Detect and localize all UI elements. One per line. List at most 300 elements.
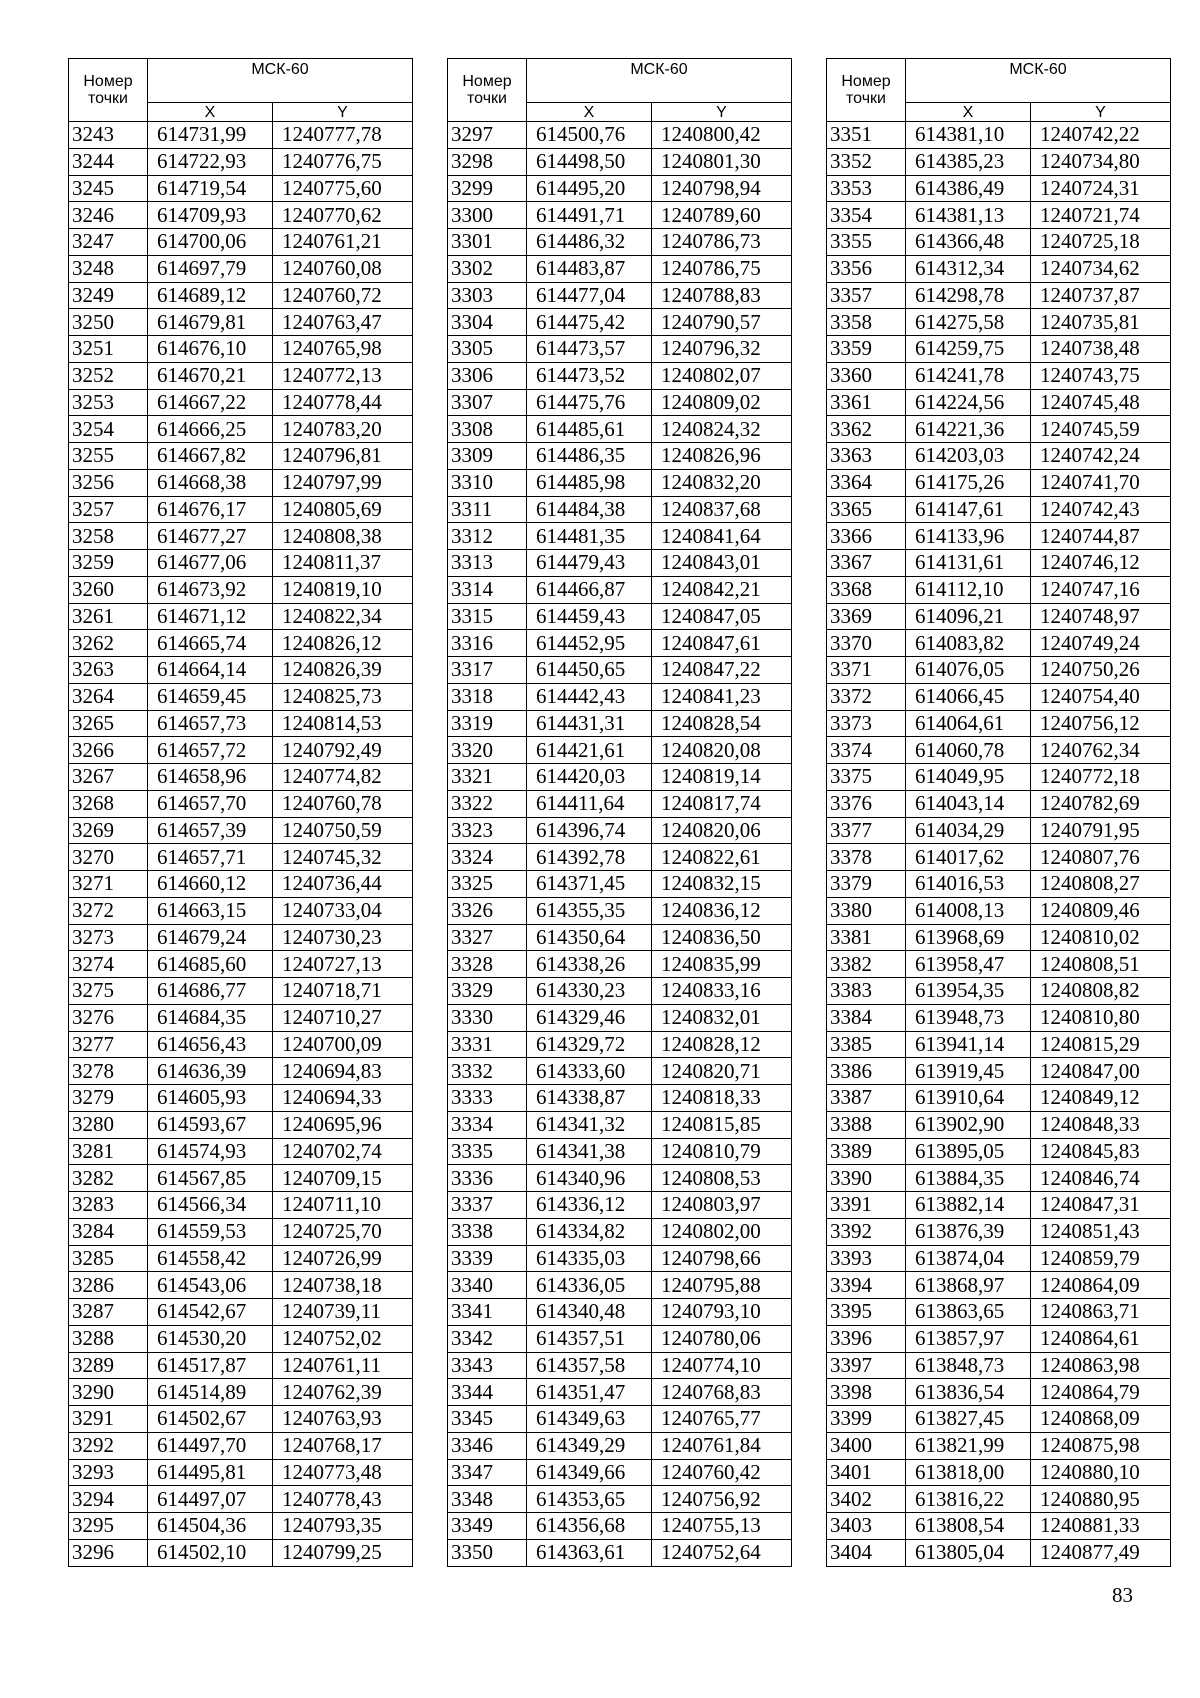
point-number-cell: 3355 — [827, 229, 906, 256]
table-row — [827, 1459, 1171, 1486]
point-number-header-line1: Номер — [83, 73, 133, 90]
table-row — [448, 683, 792, 710]
y-coordinate-cell: 1240832,15 — [652, 871, 792, 898]
y-coordinate-cell: 1240791,95 — [1031, 817, 1171, 844]
point-number-cell: 3382 — [827, 951, 906, 978]
point-number-cell: 3378 — [827, 844, 906, 871]
y-coordinate-cell: 1240710,27 — [273, 1004, 413, 1031]
point-number-cell: 3396 — [827, 1325, 906, 1352]
y-coordinate-cell: 1240798,66 — [652, 1245, 792, 1272]
point-number-cell: 3283 — [69, 1192, 148, 1219]
point-number-cell: 3380 — [827, 897, 906, 924]
y-coordinate-cell: 1240863,71 — [1031, 1299, 1171, 1326]
y-coordinate-cell: 1240738,18 — [273, 1272, 413, 1299]
x-coordinate-cell: 614660,12 — [148, 871, 273, 898]
point-number-cell: 3278 — [69, 1058, 148, 1085]
y-coordinate-cell: 1240835,99 — [652, 951, 792, 978]
table-row — [827, 1406, 1171, 1433]
table-row — [827, 202, 1171, 229]
x-coordinate-cell: 614333,60 — [527, 1058, 652, 1085]
y-coordinate-cell: 1240694,33 — [273, 1085, 413, 1112]
y-coordinate-cell: 1240810,79 — [652, 1138, 792, 1165]
x-coordinate-cell: 614663,15 — [148, 897, 273, 924]
point-number-cell: 3282 — [69, 1165, 148, 1192]
point-number-cell: 3320 — [448, 737, 527, 764]
point-number-cell: 3357 — [827, 282, 906, 309]
y-coordinate-cell: 1240836,12 — [652, 897, 792, 924]
table-row — [827, 1432, 1171, 1459]
table-row — [827, 175, 1171, 202]
x-coordinate-cell: 614484,38 — [527, 496, 652, 523]
y-coordinate-cell: 1240702,74 — [273, 1138, 413, 1165]
table-row — [448, 1111, 792, 1138]
point-number-cell: 3402 — [827, 1486, 906, 1513]
x-coordinate-cell: 614411,64 — [527, 790, 652, 817]
x-coordinate-cell: 614685,60 — [148, 951, 273, 978]
x-coordinate-cell: 614574,93 — [148, 1138, 273, 1165]
y-coordinate-cell: 1240733,04 — [273, 897, 413, 924]
y-coordinate-cell: 1240817,74 — [652, 790, 792, 817]
point-number-cell: 3348 — [448, 1486, 527, 1513]
table-row — [69, 951, 413, 978]
table-row — [69, 416, 413, 443]
y-coordinate-cell: 1240780,06 — [652, 1325, 792, 1352]
point-number-cell: 3318 — [448, 683, 527, 710]
y-coordinate-cell: 1240782,69 — [1031, 790, 1171, 817]
x-coordinate-cell: 614442,43 — [527, 683, 652, 710]
x-coordinate-cell: 614275,58 — [906, 309, 1031, 336]
y-coordinate-cell: 1240880,95 — [1031, 1486, 1171, 1513]
y-coordinate-cell: 1240726,99 — [273, 1245, 413, 1272]
point-number-cell: 3358 — [827, 309, 906, 336]
y-coordinate-cell: 1240825,73 — [273, 683, 413, 710]
y-coordinate-cell: 1240809,46 — [1031, 897, 1171, 924]
x-coordinate-cell: 614340,48 — [527, 1299, 652, 1326]
y-coordinate-cell: 1240762,39 — [273, 1379, 413, 1406]
x-coordinate-cell: 614066,45 — [906, 683, 1031, 710]
y-coordinate-cell: 1240755,13 — [652, 1513, 792, 1540]
y-coordinate-cell: 1240736,44 — [273, 871, 413, 898]
table-row — [69, 1459, 413, 1486]
point-number-cell: 3391 — [827, 1192, 906, 1219]
y-coordinate-cell: 1240846,74 — [1031, 1165, 1171, 1192]
y-coordinate-cell: 1240822,34 — [273, 603, 413, 630]
y-coordinate-cell: 1240770,62 — [273, 202, 413, 229]
table-row — [827, 255, 1171, 282]
table-row — [448, 255, 792, 282]
point-number-cell: 3381 — [827, 924, 906, 951]
x-coordinate-cell: 614676,10 — [148, 336, 273, 363]
table-row — [448, 978, 792, 1005]
point-number-cell: 3263 — [69, 657, 148, 684]
point-number-cell: 3379 — [827, 871, 906, 898]
table-row — [448, 523, 792, 550]
y-coordinate-cell: 1240845,83 — [1031, 1138, 1171, 1165]
table-row — [827, 282, 1171, 309]
table-row — [69, 683, 413, 710]
point-number-cell: 3285 — [69, 1245, 148, 1272]
table-row — [448, 630, 792, 657]
coordinate-system-header: МСК-60 — [906, 59, 1171, 103]
x-coordinate-cell: 614709,93 — [148, 202, 273, 229]
x-coordinate-cell: 613808,54 — [906, 1513, 1031, 1540]
table-row — [448, 603, 792, 630]
table-row — [827, 817, 1171, 844]
point-number-cell: 3276 — [69, 1004, 148, 1031]
y-coordinate-cell: 1240796,32 — [652, 336, 792, 363]
point-number-cell: 3332 — [448, 1058, 527, 1085]
x-coordinate-cell: 613821,99 — [906, 1432, 1031, 1459]
table-row — [69, 389, 413, 416]
table-row — [827, 657, 1171, 684]
x-coordinate-cell: 613818,00 — [906, 1459, 1031, 1486]
point-number-cell: 3360 — [827, 362, 906, 389]
x-coordinate-cell: 614357,51 — [527, 1325, 652, 1352]
table-row — [69, 175, 413, 202]
table-row — [827, 229, 1171, 256]
point-number-cell: 3347 — [448, 1459, 527, 1486]
table-row — [448, 336, 792, 363]
y-coordinate-cell: 1240864,09 — [1031, 1272, 1171, 1299]
y-coordinate-cell: 1240773,48 — [273, 1459, 413, 1486]
y-coordinate-cell: 1240793,35 — [273, 1513, 413, 1540]
point-number-cell: 3249 — [69, 282, 148, 309]
y-coordinate-cell: 1240718,71 — [273, 978, 413, 1005]
x-coordinate-cell: 614722,93 — [148, 148, 273, 175]
y-coordinate-cell: 1240742,24 — [1031, 443, 1171, 470]
point-number-cell: 3245 — [69, 175, 148, 202]
y-coordinate-cell: 1240798,94 — [652, 175, 792, 202]
y-coordinate-cell: 1240837,68 — [652, 496, 792, 523]
y-coordinate-cell: 1240793,10 — [652, 1299, 792, 1326]
x-coordinate-cell: 614498,50 — [527, 148, 652, 175]
point-number-cell: 3401 — [827, 1459, 906, 1486]
x-coordinate-cell: 614543,06 — [148, 1272, 273, 1299]
table-row — [827, 1539, 1171, 1566]
table-row — [69, 1004, 413, 1031]
x-coordinate-cell: 613954,35 — [906, 978, 1031, 1005]
x-coordinate-cell: 614431,31 — [527, 710, 652, 737]
x-coordinate-cell: 614356,68 — [527, 1513, 652, 1540]
x-coordinate-cell: 614017,62 — [906, 844, 1031, 871]
x-coordinate-cell: 614351,47 — [527, 1379, 652, 1406]
table-row — [69, 978, 413, 1005]
y-coordinate-cell: 1240772,18 — [1031, 764, 1171, 791]
table-row — [827, 1192, 1171, 1219]
x-coordinate-cell: 613884,35 — [906, 1165, 1031, 1192]
point-number-cell: 3270 — [69, 844, 148, 871]
y-coordinate-cell: 1240814,53 — [273, 710, 413, 737]
table-row — [69, 1299, 413, 1326]
point-number-header-line1: Номер — [841, 73, 891, 90]
y-coordinate-cell: 1240742,43 — [1031, 496, 1171, 523]
table-row — [69, 1352, 413, 1379]
table-row — [448, 1058, 792, 1085]
point-number-cell: 3374 — [827, 737, 906, 764]
point-number-cell: 3364 — [827, 469, 906, 496]
x-coordinate-cell: 614502,10 — [148, 1539, 273, 1566]
y-coordinate-cell: 1240745,32 — [273, 844, 413, 871]
table-row — [69, 336, 413, 363]
table-row — [69, 282, 413, 309]
x-coordinate-cell: 614605,93 — [148, 1085, 273, 1112]
y-coordinate-cell: 1240760,78 — [273, 790, 413, 817]
point-number-cell: 3354 — [827, 202, 906, 229]
y-coordinate-cell: 1240810,80 — [1031, 1004, 1171, 1031]
point-number-cell: 3403 — [827, 1513, 906, 1540]
y-coordinate-cell: 1240768,17 — [273, 1432, 413, 1459]
x-coordinate-cell: 614686,77 — [148, 978, 273, 1005]
x-coordinate-cell: 613805,04 — [906, 1539, 1031, 1566]
x-coordinate-cell: 614504,36 — [148, 1513, 273, 1540]
y-coordinate-cell: 1240761,11 — [273, 1352, 413, 1379]
table-row — [448, 951, 792, 978]
x-coordinate-cell: 614452,95 — [527, 630, 652, 657]
table-row — [448, 1432, 792, 1459]
point-number-cell: 3350 — [448, 1539, 527, 1566]
y-coordinate-cell: 1240774,82 — [273, 764, 413, 791]
y-coordinate-cell: 1240789,60 — [652, 202, 792, 229]
table-row — [69, 122, 413, 149]
y-coordinate-cell: 1240744,87 — [1031, 523, 1171, 550]
x-coordinate-cell: 614335,03 — [527, 1245, 652, 1272]
point-number-cell: 3367 — [827, 550, 906, 577]
x-coordinate-cell: 614530,20 — [148, 1325, 273, 1352]
point-number-cell: 3333 — [448, 1085, 527, 1112]
table-row — [448, 1245, 792, 1272]
x-coordinate-cell: 614559,53 — [148, 1218, 273, 1245]
x-coordinate-cell: 614491,71 — [527, 202, 652, 229]
point-number-cell: 3243 — [69, 122, 148, 149]
table-row — [69, 1058, 413, 1085]
point-number-cell: 3330 — [448, 1004, 527, 1031]
table-row — [827, 469, 1171, 496]
x-coordinate-cell: 614666,25 — [148, 416, 273, 443]
table-row — [69, 1165, 413, 1192]
y-coordinate-cell: 1240747,16 — [1031, 576, 1171, 603]
x-coordinate-cell: 614486,32 — [527, 229, 652, 256]
point-number-header — [448, 59, 527, 122]
table-row — [448, 1031, 792, 1058]
x-coordinate-cell: 614338,87 — [527, 1085, 652, 1112]
point-number-cell: 3252 — [69, 362, 148, 389]
y-coordinate-cell: 1240725,70 — [273, 1218, 413, 1245]
point-number-cell: 3334 — [448, 1111, 527, 1138]
y-coordinate-cell: 1240760,72 — [273, 282, 413, 309]
table-row — [69, 1272, 413, 1299]
x-coordinate-cell: 614731,99 — [148, 122, 273, 149]
x-coordinate-cell: 614381,13 — [906, 202, 1031, 229]
point-number-cell: 3377 — [827, 817, 906, 844]
x-coordinate-cell: 614259,75 — [906, 336, 1031, 363]
x-coordinate-cell: 614658,96 — [148, 764, 273, 791]
table-row — [448, 737, 792, 764]
x-coordinate-cell: 614175,26 — [906, 469, 1031, 496]
table-row — [69, 630, 413, 657]
x-coordinate-cell: 614421,61 — [527, 737, 652, 764]
point-number-cell: 3349 — [448, 1513, 527, 1540]
x-coordinate-cell: 614475,42 — [527, 309, 652, 336]
table-row — [827, 443, 1171, 470]
point-number-cell: 3324 — [448, 844, 527, 871]
y-coordinate-cell: 1240815,29 — [1031, 1031, 1171, 1058]
coordinate-system-header: МСК-60 — [527, 59, 792, 103]
y-coordinate-cell: 1240851,43 — [1031, 1218, 1171, 1245]
point-number-cell: 3257 — [69, 496, 148, 523]
point-number-cell: 3323 — [448, 817, 527, 844]
y-coordinate-cell: 1240711,10 — [273, 1192, 413, 1219]
table-row — [69, 1245, 413, 1272]
x-coordinate-cell: 614477,04 — [527, 282, 652, 309]
y-coordinate-cell: 1240863,98 — [1031, 1352, 1171, 1379]
table-row — [69, 1513, 413, 1540]
point-number-cell: 3384 — [827, 1004, 906, 1031]
x-coordinate-cell: 614479,43 — [527, 550, 652, 577]
point-number-cell: 3395 — [827, 1299, 906, 1326]
table-row — [69, 1192, 413, 1219]
x-coordinate-cell: 614363,61 — [527, 1539, 652, 1566]
y-coordinate-cell: 1240811,37 — [273, 550, 413, 577]
table-row — [827, 309, 1171, 336]
table-row — [448, 229, 792, 256]
point-number-cell: 3319 — [448, 710, 527, 737]
y-coordinate-cell: 1240864,61 — [1031, 1325, 1171, 1352]
x-coordinate-cell: 613848,73 — [906, 1352, 1031, 1379]
y-coordinate-cell: 1240847,22 — [652, 657, 792, 684]
table-row — [448, 1004, 792, 1031]
x-coordinate-cell: 614341,32 — [527, 1111, 652, 1138]
point-number-cell: 3297 — [448, 122, 527, 149]
y-coordinate-cell: 1240778,44 — [273, 389, 413, 416]
coordinate-system-header: МСК-60 — [148, 59, 413, 103]
point-number-cell: 3372 — [827, 683, 906, 710]
x-coordinate-cell: 614657,71 — [148, 844, 273, 871]
y-coordinate-cell: 1240778,43 — [273, 1486, 413, 1513]
point-number-cell: 3326 — [448, 897, 527, 924]
x-coordinate-cell: 614719,54 — [148, 175, 273, 202]
x-coordinate-cell: 614497,07 — [148, 1486, 273, 1513]
point-number-cell: 3356 — [827, 255, 906, 282]
y-coordinate-cell: 1240792,49 — [273, 737, 413, 764]
point-number-cell: 3259 — [69, 550, 148, 577]
point-number-cell: 3299 — [448, 175, 527, 202]
table-row — [69, 897, 413, 924]
point-number-cell: 3255 — [69, 443, 148, 470]
table-row — [827, 1058, 1171, 1085]
table-row — [827, 630, 1171, 657]
x-coordinate-cell: 614657,39 — [148, 817, 273, 844]
x-coordinate-cell: 614502,67 — [148, 1406, 273, 1433]
point-number-cell: 3247 — [69, 229, 148, 256]
y-coordinate-cell: 1240824,32 — [652, 416, 792, 443]
y-coordinate-cell: 1240847,00 — [1031, 1058, 1171, 1085]
point-number-cell: 3269 — [69, 817, 148, 844]
x-coordinate-cell: 613868,97 — [906, 1272, 1031, 1299]
y-coordinate-cell: 1240750,59 — [273, 817, 413, 844]
y-coordinate-cell: 1240735,81 — [1031, 309, 1171, 336]
x-coordinate-cell: 614083,82 — [906, 630, 1031, 657]
x-coordinate-cell: 614664,14 — [148, 657, 273, 684]
y-coordinate-cell: 1240832,20 — [652, 469, 792, 496]
point-number-cell: 3368 — [827, 576, 906, 603]
point-number-cell: 3404 — [827, 1539, 906, 1566]
point-number-cell: 3286 — [69, 1272, 148, 1299]
point-number-cell: 3265 — [69, 710, 148, 737]
x-coordinate-cell: 614657,70 — [148, 790, 273, 817]
x-coordinate-cell: 614677,06 — [148, 550, 273, 577]
x-coordinate-cell: 613910,64 — [906, 1085, 1031, 1112]
x-coordinate-cell: 614147,61 — [906, 496, 1031, 523]
y-coordinate-cell: 1240763,47 — [273, 309, 413, 336]
point-number-cell: 3388 — [827, 1111, 906, 1138]
x-coordinate-cell: 614224,56 — [906, 389, 1031, 416]
x-coordinate-cell: 613902,90 — [906, 1111, 1031, 1138]
y-coordinate-cell: 1240833,16 — [652, 978, 792, 1005]
table-row — [69, 657, 413, 684]
point-number-cell: 3274 — [69, 951, 148, 978]
y-coordinate-cell: 1240749,24 — [1031, 630, 1171, 657]
x-coordinate-cell: 614466,87 — [527, 576, 652, 603]
y-coordinate-cell: 1240805,69 — [273, 496, 413, 523]
point-number-cell: 3293 — [69, 1459, 148, 1486]
y-coordinate-cell: 1240815,85 — [652, 1111, 792, 1138]
y-coordinate-cell: 1240826,12 — [273, 630, 413, 657]
point-number-cell: 3397 — [827, 1352, 906, 1379]
table-row — [69, 790, 413, 817]
point-number-cell: 3296 — [69, 1539, 148, 1566]
y-coordinate-cell: 1240797,99 — [273, 469, 413, 496]
x-coordinate-cell: 613941,14 — [906, 1031, 1031, 1058]
table-row — [69, 844, 413, 871]
point-number-cell: 3246 — [69, 202, 148, 229]
table-row — [448, 1085, 792, 1112]
y-coordinate-cell: 1240738,48 — [1031, 336, 1171, 363]
table-row — [827, 790, 1171, 817]
point-number-cell: 3362 — [827, 416, 906, 443]
table-row — [69, 1218, 413, 1245]
y-coordinate-cell: 1240730,23 — [273, 924, 413, 951]
table-row — [448, 844, 792, 871]
x-coordinate-cell: 614485,61 — [527, 416, 652, 443]
x-coordinate-cell: 613919,45 — [906, 1058, 1031, 1085]
point-number-cell: 3322 — [448, 790, 527, 817]
point-number-cell: 3387 — [827, 1085, 906, 1112]
y-coordinate-cell: 1240788,83 — [652, 282, 792, 309]
y-coordinate-cell: 1240808,53 — [652, 1165, 792, 1192]
point-number-cell: 3394 — [827, 1272, 906, 1299]
x-coordinate-cell: 614668,38 — [148, 469, 273, 496]
y-coordinate-cell: 1240801,30 — [652, 148, 792, 175]
point-number-cell: 3329 — [448, 978, 527, 1005]
x-coordinate-cell: 614349,29 — [527, 1432, 652, 1459]
y-coordinate-cell: 1240880,10 — [1031, 1459, 1171, 1486]
point-number-cell: 3303 — [448, 282, 527, 309]
y-coordinate-cell: 1240725,18 — [1031, 229, 1171, 256]
table-row — [448, 550, 792, 577]
x-coordinate-cell: 613882,14 — [906, 1192, 1031, 1219]
point-number-cell: 3309 — [448, 443, 527, 470]
x-coordinate-cell: 614542,67 — [148, 1299, 273, 1326]
x-coordinate-cell: 613895,05 — [906, 1138, 1031, 1165]
y-coordinate-cell: 1240775,60 — [273, 175, 413, 202]
y-coordinate-cell: 1240743,75 — [1031, 362, 1171, 389]
point-number-cell: 3392 — [827, 1218, 906, 1245]
point-number-cell: 3343 — [448, 1352, 527, 1379]
table-row — [69, 817, 413, 844]
y-coordinate-cell: 1240832,01 — [652, 1004, 792, 1031]
x-coordinate-cell: 614670,21 — [148, 362, 273, 389]
x-coordinate-cell: 614459,43 — [527, 603, 652, 630]
